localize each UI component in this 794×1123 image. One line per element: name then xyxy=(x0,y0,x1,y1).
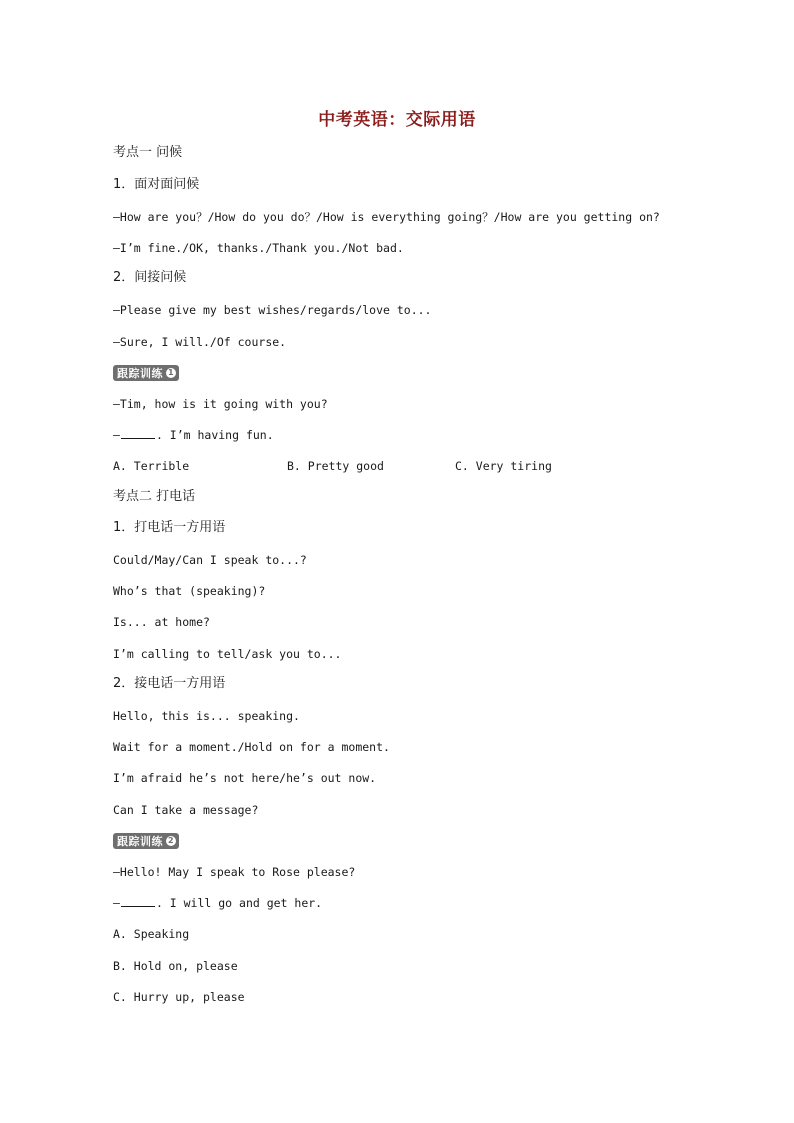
caller-line: Is... at home? xyxy=(113,615,210,629)
receiver-line: Wait for a moment./Hold on for a moment. xyxy=(113,740,390,754)
exercise-2-option-b: B. Hold on, please xyxy=(113,959,238,973)
exercise-1-answer-text: . I’m having fun. xyxy=(155,428,274,442)
caller-line: Who’s that (speaking)? xyxy=(113,584,266,598)
exercise-1-option-a: A. Terrible xyxy=(113,459,190,473)
caller-line: I’m calling to tell/ask you to... xyxy=(113,647,342,661)
exercise-2-option-c: C. Hurry up, please xyxy=(113,990,245,1004)
subheading-caller: 1．打电话一方用语 xyxy=(113,520,226,535)
exercise-2-question: —Hello! May I speak to Rose please? xyxy=(113,865,356,879)
subheading-receiver: 2．接电话一方用语 xyxy=(113,676,226,691)
practice-badge-1 xyxy=(113,365,179,381)
exercise-1-question: —Tim, how is it going with you? xyxy=(113,397,328,411)
exercise-2-answer-text: . I will go and get her. xyxy=(155,896,323,910)
greeting-question-line: —How are you？/How do you do？/How is everything going？/How are you getting on? xyxy=(113,210,660,224)
practice-badge-2 xyxy=(113,833,179,849)
receiver-line: Hello, this is... speaking. xyxy=(113,709,300,723)
section-heading-phone: 考点二 打电话 xyxy=(113,489,196,504)
exercise-1-answer xyxy=(113,427,274,443)
practice-badge-label: 跟踪训练 xyxy=(117,367,163,380)
subheading-indirect: 2．间接问候 xyxy=(113,270,187,285)
dash: — xyxy=(113,428,120,442)
exercise-2-option-a: A. Speaking xyxy=(113,927,190,941)
exercise-2-answer xyxy=(113,895,322,911)
caller-line: Could/May/Can I speak to...? xyxy=(113,553,307,567)
indirect-reply-line: —Sure, I will./Of course. xyxy=(113,335,287,349)
practice-badge-label: 跟踪训练 xyxy=(117,835,163,848)
receiver-line: I’m afraid he’s not here/he’s out now. xyxy=(113,771,377,785)
greeting-answer-line: —I’m fine./OK, thanks./Thank you./Not bad. xyxy=(113,241,404,255)
dash: — xyxy=(113,896,120,910)
answer-blank xyxy=(121,427,155,439)
practice-badge-number: 1 xyxy=(167,368,175,377)
page-title: 中考英语：交际用语 xyxy=(318,110,476,130)
practice-badge-number: 2 xyxy=(167,836,175,845)
receiver-line: Can I take a message? xyxy=(113,803,259,817)
exercise-1-option-c: C. Very tiring xyxy=(455,459,552,473)
answer-blank xyxy=(121,895,155,907)
indirect-request-line: —Please give my best wishes/regards/love to... xyxy=(113,303,432,317)
section-heading-greetings: 考点一 问候 xyxy=(113,145,183,160)
subheading-face-to-face: 1．面对面问候 xyxy=(113,177,200,192)
exercise-1-option-b: B. Pretty good xyxy=(287,459,384,473)
